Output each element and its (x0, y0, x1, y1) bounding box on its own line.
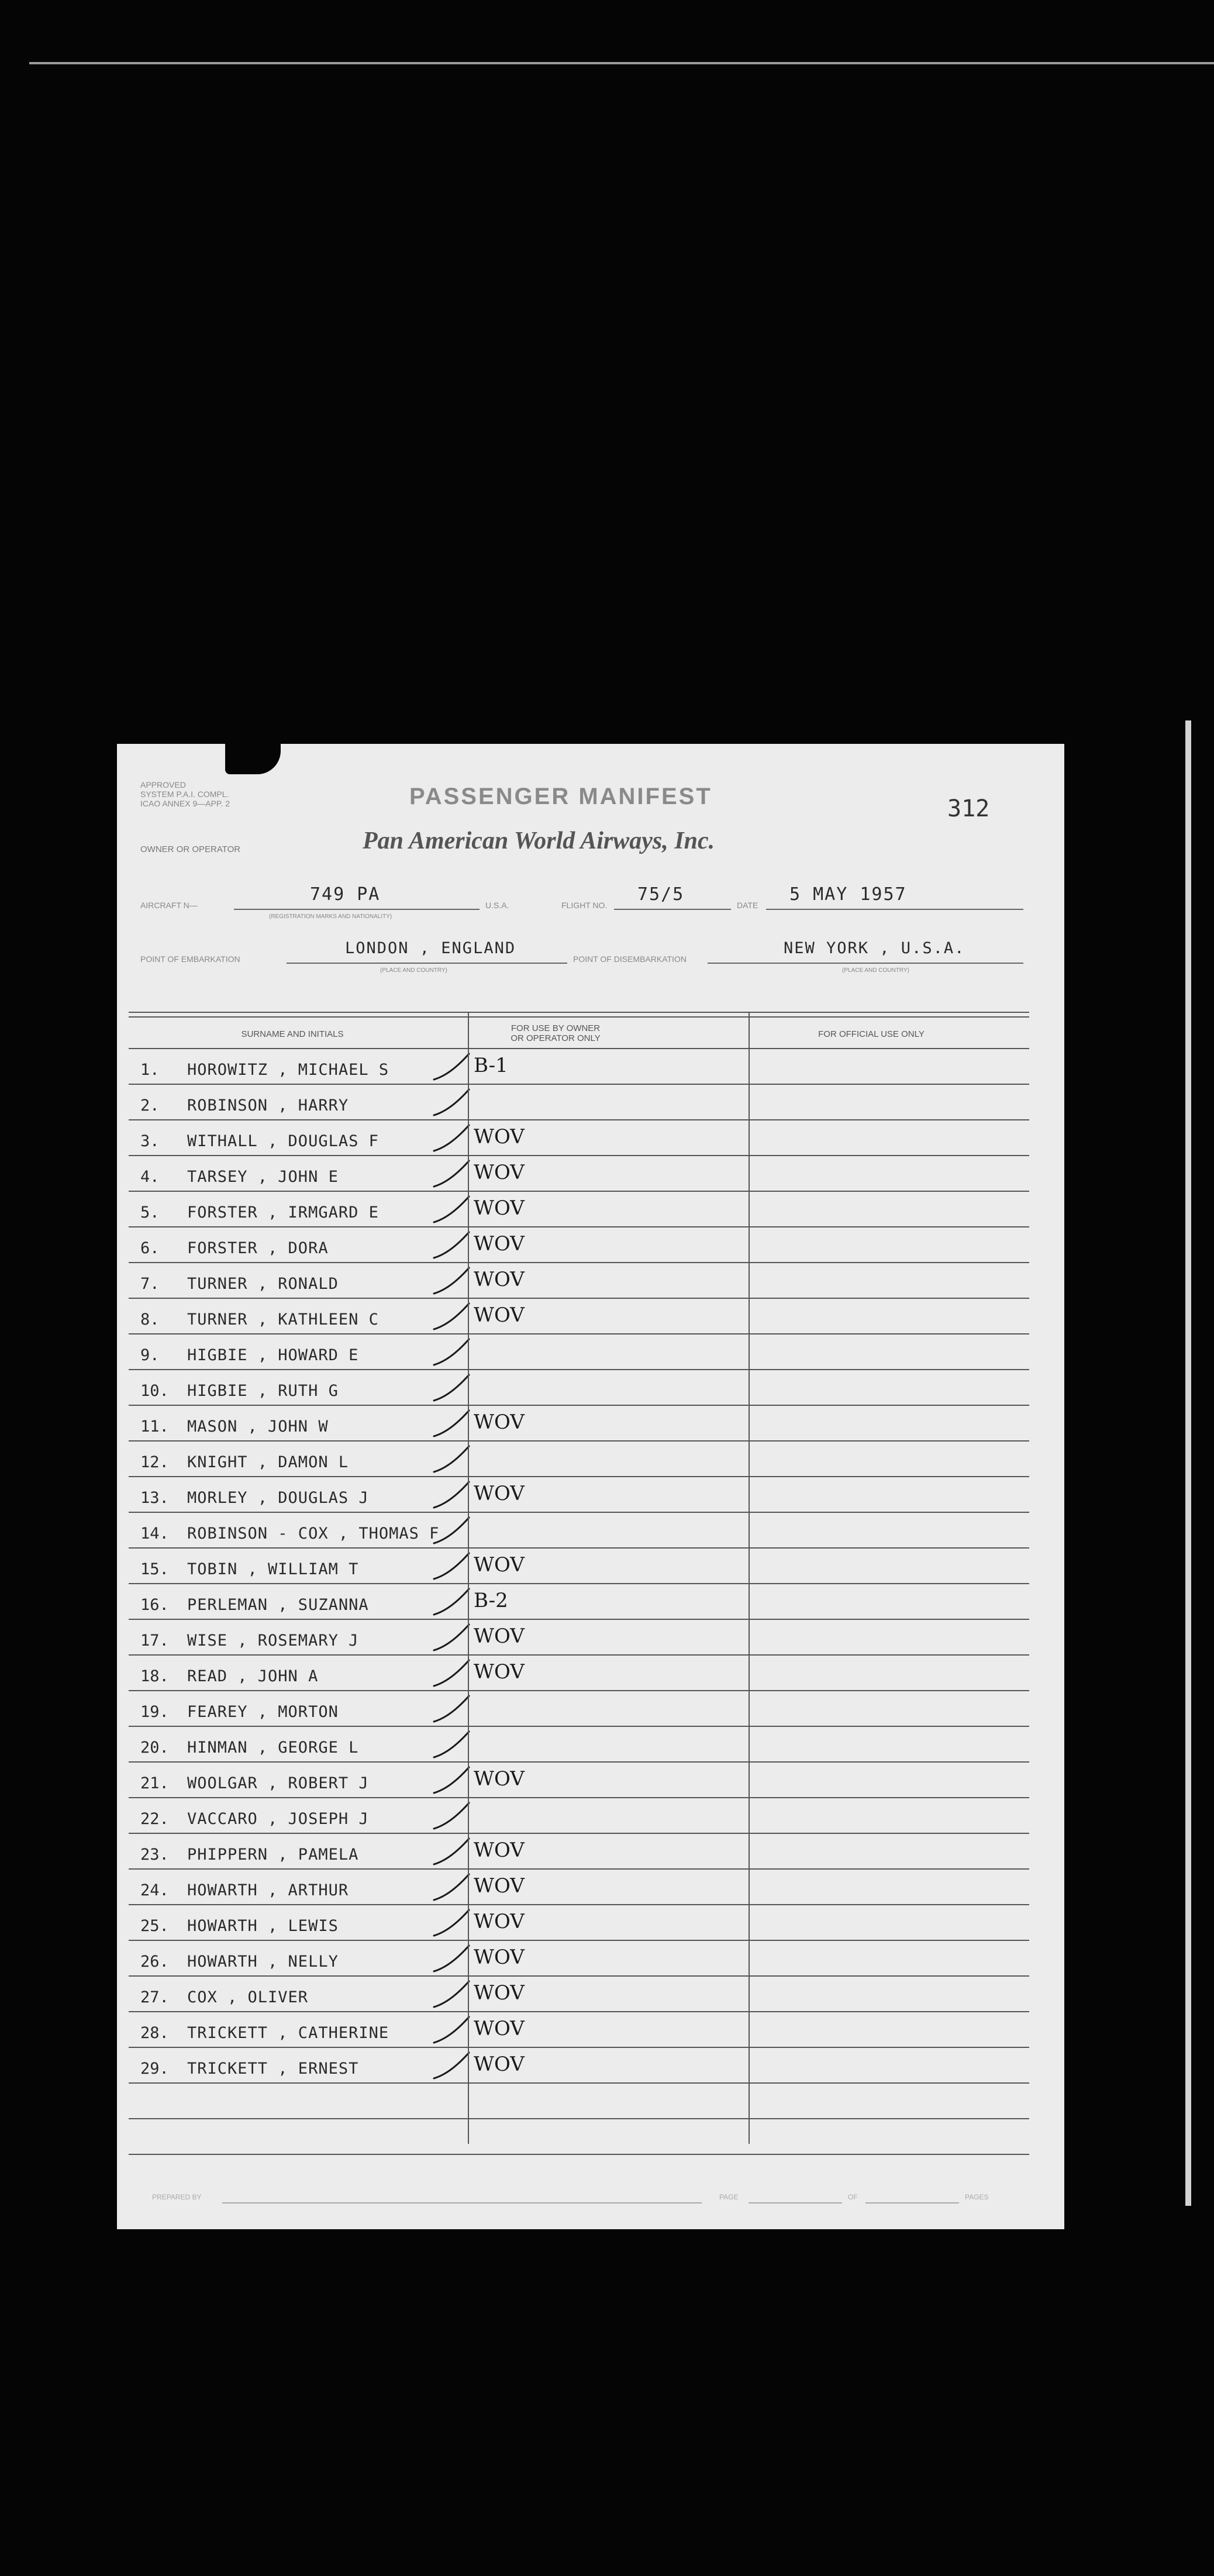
col-header-surname: SURNAME AND INITIALS (241, 1029, 344, 1039)
handwritten-mark: WOV (474, 1482, 525, 1505)
row-number: 24. (140, 1881, 169, 1899)
footer-of-line (865, 2202, 959, 2203)
passenger-name: HOWARTH , ARTHUR (187, 1881, 349, 1899)
check-stroke-icon (433, 1656, 480, 1691)
row-number: 4. (140, 1168, 160, 1186)
check-stroke-icon (433, 1798, 480, 1833)
check-stroke-icon (433, 2012, 480, 2047)
page-title: PASSENGER MANIFEST (409, 784, 712, 809)
handwritten-mark: B-2 (474, 1589, 508, 1612)
aircraft-underline (234, 909, 480, 910)
film-edge-strip (1185, 720, 1191, 2206)
disembark-label: POINT OF DISEMBARKATION (573, 954, 687, 964)
passenger-name: VACCARO , JOSEPH J (187, 1810, 369, 1828)
check-stroke-icon (433, 1549, 480, 1584)
check-stroke-icon (433, 1870, 480, 1905)
footer-pages-label: PAGES (965, 2193, 989, 2201)
passenger-name: FEAREY , MORTON (187, 1703, 339, 1721)
row-number: 26. (140, 1953, 169, 1971)
table-row (129, 1798, 1029, 1834)
passenger-name: HINMAN , GEORGE L (187, 1739, 359, 1757)
row-number: 1. (140, 1061, 160, 1079)
passenger-name: FORSTER , DORA (187, 1239, 329, 1257)
page-number: 312 (947, 795, 990, 822)
table-row (129, 1156, 1029, 1192)
table-row (129, 1941, 1029, 1977)
handwritten-mark: WOV (474, 1660, 525, 1684)
table-row (129, 1727, 1029, 1763)
flight-label: FLIGHT NO. (561, 901, 608, 910)
table-row (129, 1120, 1029, 1156)
passenger-name: TURNER , KATHLEEN C (187, 1311, 379, 1329)
check-stroke-icon (433, 1691, 480, 1726)
passenger-name: TRICKETT , CATHERINE (187, 2024, 389, 2042)
manifest-sheet (117, 744, 1064, 2229)
passenger-name: TOBIN , WILLIAM T (187, 1560, 359, 1578)
row-number: 14. (140, 1525, 169, 1543)
check-stroke-icon (433, 1370, 480, 1405)
row-number: 12. (140, 1453, 169, 1471)
passenger-name: ROBINSON , HARRY (187, 1096, 349, 1115)
check-stroke-icon (433, 1905, 480, 1940)
passenger-name: TRICKETT , ERNEST (187, 2060, 359, 2078)
flight-value: 75/5 (637, 884, 685, 905)
passenger-name: HOWARTH , LEWIS (187, 1917, 339, 1935)
row-number: 3. (140, 1132, 160, 1150)
nationality-label: U.S.A. (485, 901, 509, 910)
table-row (129, 1370, 1029, 1406)
flight-underline (614, 909, 731, 910)
row-number: 28. (140, 2024, 169, 2042)
passenger-name: TARSEY , JOHN E (187, 1168, 339, 1186)
airline-name: Pan American World Airways, Inc. (363, 827, 715, 854)
table-row (129, 1763, 1029, 1798)
table-row (129, 1834, 1029, 1870)
date-underline (766, 909, 1023, 910)
check-stroke-icon (433, 1442, 480, 1477)
row-number: 6. (140, 1239, 160, 1257)
disembark-note: (PLACE AND COUNTRY) (842, 967, 909, 974)
table-row (129, 1870, 1029, 1905)
date-label: DATE (737, 901, 758, 910)
check-stroke-icon (433, 1941, 480, 1976)
check-stroke-icon (433, 1049, 480, 1084)
table-row (129, 1620, 1029, 1656)
approval-note: APPROVED SYSTEM P.A.I. COMPL. ICAO ANNEX 9—APP. 2 (140, 780, 230, 808)
handwritten-mark: WOV (474, 1303, 525, 1327)
handwritten-mark: WOV (474, 1232, 525, 1256)
aircraft-value: 749 PA (310, 884, 381, 905)
disembark-underline (708, 963, 1023, 964)
check-stroke-icon (433, 1406, 480, 1441)
passenger-name: FORSTER , IRMGARD E (187, 1203, 379, 1222)
table-row (129, 1977, 1029, 2012)
row-number: 11. (140, 1418, 169, 1436)
check-stroke-icon (433, 1120, 480, 1156)
passenger-name: COX , OLIVER (187, 1988, 309, 2006)
row-number: 29. (140, 2060, 169, 2078)
footer-page-label: PAGE (719, 2193, 739, 2201)
table-row (129, 1049, 1029, 1085)
handwritten-mark: WOV (474, 1981, 525, 2005)
check-stroke-icon (433, 1156, 480, 1191)
check-stroke-icon (433, 1334, 480, 1370)
passenger-name: KNIGHT , DAMON L (187, 1453, 349, 1471)
handwritten-mark: WOV (474, 1411, 525, 1434)
passenger-name: PHIPPERN , PAMELA (187, 1846, 359, 1864)
handwritten-mark: WOV (474, 1161, 525, 1184)
table-row (129, 2012, 1029, 2048)
torn-corner (225, 744, 281, 774)
passenger-name: WOOLGAR , ROBERT J (187, 1774, 369, 1792)
table-row (129, 1549, 1029, 1584)
film-edge-line (29, 62, 1214, 64)
row-number: 5. (140, 1203, 160, 1222)
footer-page-line (749, 2202, 842, 2203)
handwritten-mark: WOV (474, 1125, 525, 1149)
handwritten-mark: WOV (474, 1553, 525, 1577)
handwritten-mark: WOV (474, 2017, 525, 2040)
table-row (129, 1227, 1029, 1263)
embark-note: (PLACE AND COUNTRY) (380, 967, 447, 974)
handwritten-mark: WOV (474, 1268, 525, 1291)
footer-prepared-label: PREPARED BY (152, 2193, 202, 2201)
col-header-official: FOR OFFICIAL USE ONLY (818, 1029, 925, 1039)
row-number: 9. (140, 1346, 160, 1364)
table-row (129, 1513, 1029, 1549)
blank-row-rule (129, 2118, 1029, 2119)
row-number: 10. (140, 1382, 169, 1400)
table-row (129, 2048, 1029, 2084)
blank-row-rule (129, 2154, 1029, 2155)
check-stroke-icon (433, 1977, 480, 2012)
row-number: 27. (140, 1988, 169, 2006)
passenger-name: TURNER , RONALD (187, 1275, 339, 1293)
aircraft-label: AIRCRAFT N— (140, 901, 198, 910)
table-row (129, 1334, 1029, 1370)
table-row (129, 1263, 1029, 1299)
check-stroke-icon (433, 1834, 480, 1869)
handwritten-mark: WOV (474, 1874, 525, 1898)
row-number: 17. (140, 1632, 169, 1650)
passenger-name: WISE , ROSEMARY J (187, 1632, 359, 1650)
owner-col-divider (468, 1012, 469, 2144)
row-rule (129, 2082, 1029, 2084)
check-stroke-icon (433, 1477, 480, 1512)
passenger-name: READ , JOHN A (187, 1667, 319, 1685)
row-number: 20. (140, 1739, 169, 1757)
row-number: 23. (140, 1846, 169, 1864)
col-header-owner: FOR USE BY OWNER OR OPERATOR ONLY (511, 1023, 601, 1043)
date-value: 5 MAY 1957 (789, 884, 907, 905)
row-number: 22. (140, 1810, 169, 1828)
table-row (129, 1656, 1029, 1691)
row-number: 21. (140, 1774, 169, 1792)
table-row (129, 1442, 1029, 1477)
check-stroke-icon (433, 1513, 480, 1548)
embark-underline (287, 963, 567, 964)
row-number: 25. (140, 1917, 169, 1935)
check-stroke-icon (433, 1085, 480, 1120)
row-number: 8. (140, 1311, 160, 1329)
table-row (129, 1085, 1029, 1120)
table-row (129, 1905, 1029, 1941)
passenger-name: HOWARTH , NELLY (187, 1953, 339, 1971)
row-number: 16. (140, 1596, 169, 1614)
row-number: 19. (140, 1703, 169, 1721)
row-number: 18. (140, 1667, 169, 1685)
table-row (129, 1299, 1029, 1334)
registration-note: (REGISTRATION MARKS AND NATIONALITY) (269, 913, 392, 920)
handwritten-mark: WOV (474, 1910, 525, 1933)
table-top-rule (129, 1012, 1029, 1013)
handwritten-mark: WOV (474, 1767, 525, 1791)
passenger-name: PERLEMAN , SUZANNA (187, 1596, 369, 1614)
row-number: 13. (140, 1489, 169, 1507)
footer-of-label: OF (848, 2193, 858, 2201)
check-stroke-icon (433, 2048, 480, 2083)
passenger-name: ROBINSON - COX , THOMAS F (187, 1525, 440, 1543)
table-row (129, 1584, 1029, 1620)
table-row (129, 1192, 1029, 1227)
embark-label: POINT OF EMBARKATION (140, 954, 240, 964)
handwritten-mark: WOV (474, 2053, 525, 2076)
passenger-name: HIGBIE , RUTH G (187, 1382, 339, 1400)
handwritten-mark: WOV (474, 1625, 525, 1648)
passenger-name: HIGBIE , HOWARD E (187, 1346, 359, 1364)
passenger-name: MORLEY , DOUGLAS J (187, 1489, 369, 1507)
passenger-name: MASON , JOHN W (187, 1418, 329, 1436)
table-top-rule-2 (129, 1016, 1029, 1018)
owner-label: OWNER OR OPERATOR (140, 844, 241, 854)
check-stroke-icon (433, 1299, 480, 1334)
passenger-name: HOROWITZ , MICHAEL S (187, 1061, 389, 1079)
check-stroke-icon (433, 1192, 480, 1227)
handwritten-mark: WOV (474, 1196, 525, 1220)
handwritten-mark: WOV (474, 1839, 525, 1862)
table-row (129, 1691, 1029, 1727)
check-stroke-icon (433, 1584, 480, 1619)
embark-value: LONDON , ENGLAND (345, 939, 516, 957)
table-row (129, 1477, 1029, 1513)
passenger-name: WITHALL , DOUGLAS F (187, 1132, 379, 1150)
check-stroke-icon (433, 1727, 480, 1762)
row-number: 15. (140, 1560, 169, 1578)
check-stroke-icon (433, 1763, 480, 1798)
row-number: 2. (140, 1096, 160, 1115)
check-stroke-icon (433, 1620, 480, 1655)
check-stroke-icon (433, 1263, 480, 1298)
footer-prepared-line (222, 2202, 702, 2203)
row-number: 7. (140, 1275, 160, 1293)
handwritten-mark: B-1 (474, 1054, 508, 1077)
handwritten-mark: WOV (474, 1946, 525, 1969)
disembark-value: NEW YORK , U.S.A. (784, 939, 965, 957)
official-col-divider (749, 1012, 750, 2144)
check-stroke-icon (433, 1227, 480, 1263)
table-row (129, 1406, 1029, 1442)
